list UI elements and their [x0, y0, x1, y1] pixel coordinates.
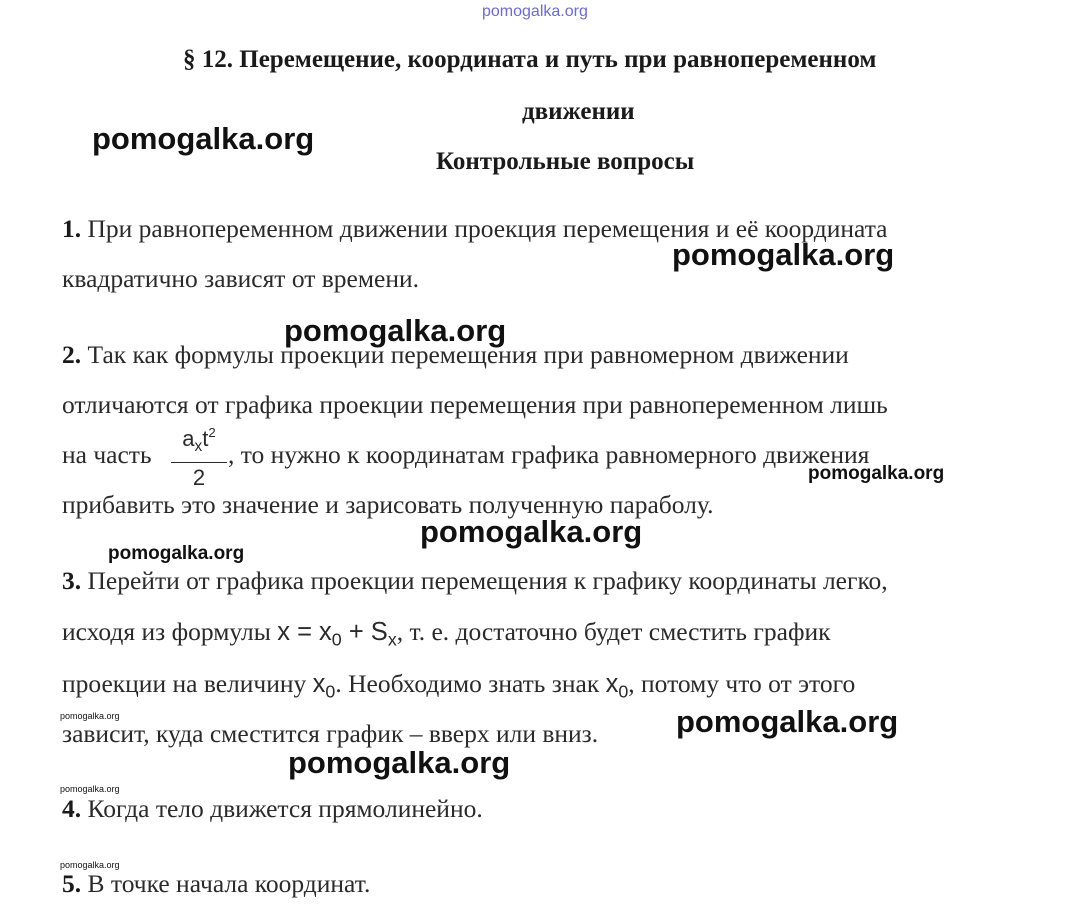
answer-2-number: 2.: [62, 340, 82, 369]
answer-1-text: При равнопеременном движении проекция перемещения и её координата: [87, 214, 888, 243]
answer-2-line-3-end: , то нужно к координатам графика равномерного движения: [228, 440, 870, 469]
watermark-top: pomogalka.org: [482, 3, 588, 20]
answer-2-line-1: [62, 340, 849, 370]
watermark: pomogalka.org: [60, 711, 120, 721]
section-title: § 12. Перемещение, координата и путь при равнопеременном: [183, 46, 877, 73]
answer-3-line-3: проекции на величину $x_0$. Необходимо знать знак $x_0$, потому что от этого: [62, 669, 856, 702]
answer-5-number: 5.: [62, 869, 82, 898]
symbol-x0: $x_0$: [312, 670, 336, 702]
answer-2-line-3-start: на часть: [62, 440, 152, 469]
watermark: pomogalka.org: [676, 704, 899, 739]
symbol-x0: $x_0$: [605, 670, 629, 702]
answer-1-number: 1.: [62, 214, 82, 243]
watermark: pomogalka.org: [672, 237, 895, 272]
watermark: pomogalka.org: [60, 860, 120, 870]
watermark: pomogalka.org: [60, 784, 120, 794]
answer-5-line-1: [62, 869, 370, 899]
answer-2-text: Так как формулы проекции перемещения при равномерном движении: [87, 340, 849, 369]
fraction-bar: [171, 462, 227, 463]
watermark: pomogalka.org: [420, 514, 643, 549]
watermark: pomogalka.org: [808, 463, 945, 484]
answer-3-line-1: [62, 566, 888, 596]
watermark: pomogalka.org: [92, 121, 315, 156]
answer-4-number: 4.: [62, 794, 82, 823]
answer-5-text: В точке начала координат.: [87, 869, 371, 898]
answer-3-number: 3.: [62, 566, 82, 595]
section-subtitle: Контрольные вопросы: [436, 148, 695, 175]
fraction-numerator: $a_xt^2$: [182, 425, 216, 455]
answer-2-line-4: прибавить это значение и зарисовать полученную параболу.: [62, 490, 714, 519]
watermark: pomogalka.org: [284, 313, 507, 348]
answer-3-line-2: исходя из формулы $x = x_0 + S_x$, т. е. достаточно будет сместить график: [62, 617, 831, 650]
answer-3-line-4: зависит, куда сместится график – вверх или вниз.: [62, 719, 599, 748]
fraction-ax-t2-over-2: [171, 420, 227, 491]
answer-3-text: Перейти от графика проекции перемещения к графику координаты легко,: [87, 566, 888, 595]
watermark: pomogalka.org: [288, 745, 511, 780]
fraction-denominator: 2: [192, 464, 206, 490]
answer-1-line-2: квадратично зависят от времени.: [62, 264, 419, 293]
answer-4-text: Когда тело движется прямолинейно.: [87, 794, 483, 823]
answer-2-line-2: отличаются от графика проекции перемещения при равнопеременном лишь: [62, 390, 888, 419]
section-title-continuation: движении: [522, 98, 635, 125]
watermark: pomogalka.org: [108, 543, 245, 564]
formula-x-equals: $x = x_0 + S_x$: [277, 618, 397, 650]
answer-4-line-1: [62, 794, 483, 824]
